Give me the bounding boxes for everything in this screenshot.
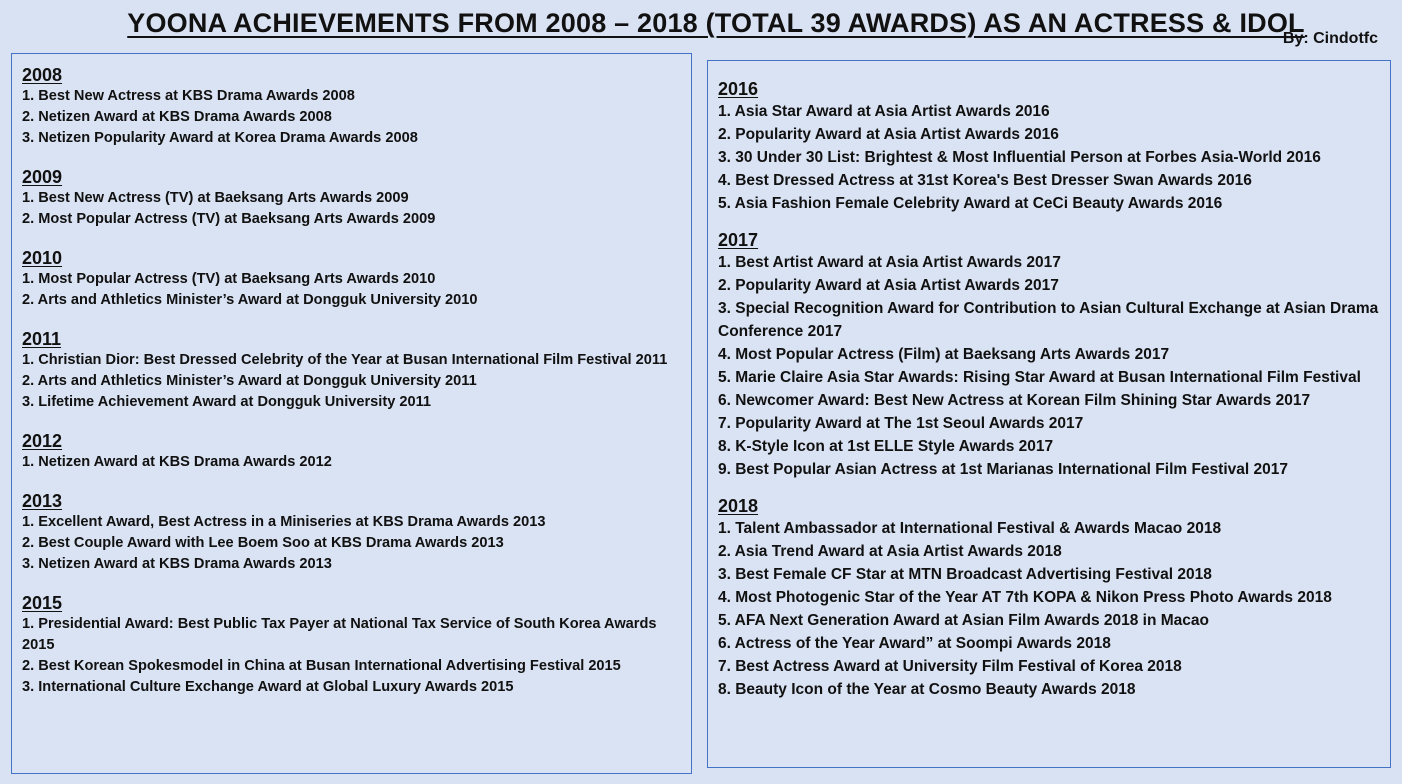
award-item: 3. 30 Under 30 List: Brightest & Most Influential Person at Forbes Asia-World 2016: [718, 149, 1321, 166]
award-item: 3. Best Female CF Star at MTN Broadcast Advertising Festival 2018: [718, 566, 1212, 583]
award-item: 2. Arts and Athletics Minister’s Award at Dongguk University 2011: [22, 373, 477, 389]
award-item: 2. Most Popular Actress (TV) at Baeksang Arts Awards 2009: [22, 211, 436, 227]
year-section: [718, 229, 1382, 481]
award-item: 2. Popularity Award at Asia Artist Awards 2017: [718, 277, 1059, 294]
year-heading: 2017: [718, 230, 759, 250]
award-list: [22, 350, 683, 413]
award-item: 7. Popularity Award at The 1st Seoul Awards 2017: [718, 415, 1084, 432]
year-section: [22, 328, 683, 413]
award-list: [718, 251, 1382, 481]
year-heading: 2012: [22, 431, 63, 451]
award-item: 8. Beauty Icon of the Year at Cosmo Beauty Awards 2018: [718, 681, 1136, 698]
award-item: 1. Netizen Award at KBS Drama Awards 2012: [22, 454, 332, 470]
award-list: [22, 512, 683, 575]
year-section: [22, 490, 683, 575]
author-byline: By: Cindotfc: [1282, 30, 1378, 47]
year-heading: 2018: [718, 496, 759, 516]
award-item: 1. Christian Dior: Best Dressed Celebrity of the Year at Busan International Film Festival 2011: [22, 352, 668, 368]
award-item: 2. Popularity Award at Asia Artist Awards 2016: [718, 126, 1059, 143]
award-item: 6. Newcomer Award: Best New Actress at Korean Film Shining Star Awards 2017: [718, 392, 1311, 409]
award-item: 5. Asia Fashion Female Celebrity Award at CeCi Beauty Awards 2016: [718, 195, 1223, 212]
award-list: [22, 188, 683, 230]
year-section: [22, 166, 683, 230]
award-item: 2. Arts and Athletics Minister’s Award at Dongguk University 2010: [22, 292, 478, 308]
award-item: 4. Best Dressed Actress at 31st Korea's Best Dresser Swan Awards 2016: [718, 172, 1252, 189]
award-item: 1. Asia Star Award at Asia Artist Awards 2016: [718, 103, 1050, 120]
year-heading: 2009: [22, 167, 63, 187]
award-list: [718, 517, 1382, 701]
award-item: 1. Presidential Award: Best Public Tax Payer at National Tax Service of South Korea Awards 2015: [22, 616, 657, 653]
left-awards-panel: [11, 53, 692, 774]
award-list: [22, 614, 683, 698]
year-section: [22, 64, 683, 149]
award-item: 1. Best New Actress (TV) at Baeksang Arts Awards 2009: [22, 190, 409, 206]
award-item: 2. Netizen Award at KBS Drama Awards 2008: [22, 109, 332, 125]
award-item: 8. K-Style Icon at 1st ELLE Style Awards 2017: [718, 438, 1054, 455]
award-item: 2. Best Couple Award with Lee Boem Soo at KBS Drama Awards 2013: [22, 535, 504, 551]
award-item: 9. Best Popular Asian Actress at 1st Marianas International Film Festival 2017: [718, 461, 1288, 478]
award-item: 6. Actress of the Year Award” at Soompi Awards 2018: [718, 635, 1111, 652]
award-list: [22, 269, 683, 311]
year-section: [22, 247, 683, 311]
award-item: 2. Best Korean Spokesmodel in China at Busan International Advertising Festival 2015: [22, 658, 621, 674]
award-item: 1. Best Artist Award at Asia Artist Awards 2017: [718, 254, 1061, 271]
award-item: 4. Most Photogenic Star of the Year AT 7th KOPA & Nikon Press Photo Awards 2018: [718, 589, 1332, 606]
year-heading: 2015: [22, 593, 63, 613]
right-awards-panel: [707, 60, 1391, 768]
award-item: 3. International Culture Exchange Award at Global Luxury Awards 2015: [22, 679, 514, 695]
year-heading: 2010: [22, 248, 63, 268]
page-title: YOONA ACHIEVEMENTS FROM 2008 – 2018 (TOTAL 39 AWARDS) AS AN ACTRESS & IDOL: [127, 8, 1305, 38]
award-item: 1. Best New Actress at KBS Drama Awards 2008: [22, 88, 355, 104]
award-item: 5. Marie Claire Asia Star Awards: Rising Star Award at Busan International Film Festival: [718, 369, 1361, 386]
year-heading: 2008: [22, 65, 63, 85]
year-section: [718, 495, 1382, 701]
year-heading: 2011: [22, 329, 62, 349]
year-section: [22, 592, 683, 698]
award-item: 2. Asia Trend Award at Asia Artist Awards 2018: [718, 543, 1062, 560]
award-item: 1. Talent Ambassador at International Festival & Awards Macao 2018: [718, 520, 1222, 537]
award-item: 1. Excellent Award, Best Actress in a Miniseries at KBS Drama Awards 2013: [22, 514, 546, 530]
year-heading: 2013: [22, 491, 63, 511]
award-item: 3. Netizen Popularity Award at Korea Drama Awards 2008: [22, 130, 418, 146]
award-item: 7. Best Actress Award at University Film Festival of Korea 2018: [718, 658, 1182, 675]
award-list: [22, 452, 683, 473]
award-item: 3. Special Recognition Award for Contribution to Asian Cultural Exchange at Asian Drama Conference 2017: [718, 300, 1379, 340]
award-item: 5. AFA Next Generation Award at Asian Film Awards 2018 in Macao: [718, 612, 1209, 629]
year-heading: 2016: [718, 79, 759, 99]
award-item: 3. Netizen Award at KBS Drama Awards 2013: [22, 556, 332, 572]
award-list: [22, 86, 683, 149]
award-list: [718, 100, 1382, 215]
award-item: 4. Most Popular Actress (Film) at Baeksang Arts Awards 2017: [718, 346, 1170, 363]
year-section: [718, 78, 1382, 215]
year-section: [22, 430, 683, 473]
award-item: 1. Most Popular Actress (TV) at Baeksang Arts Awards 2010: [22, 271, 436, 287]
award-item: 3. Lifetime Achievement Award at Dongguk University 2011: [22, 394, 432, 410]
